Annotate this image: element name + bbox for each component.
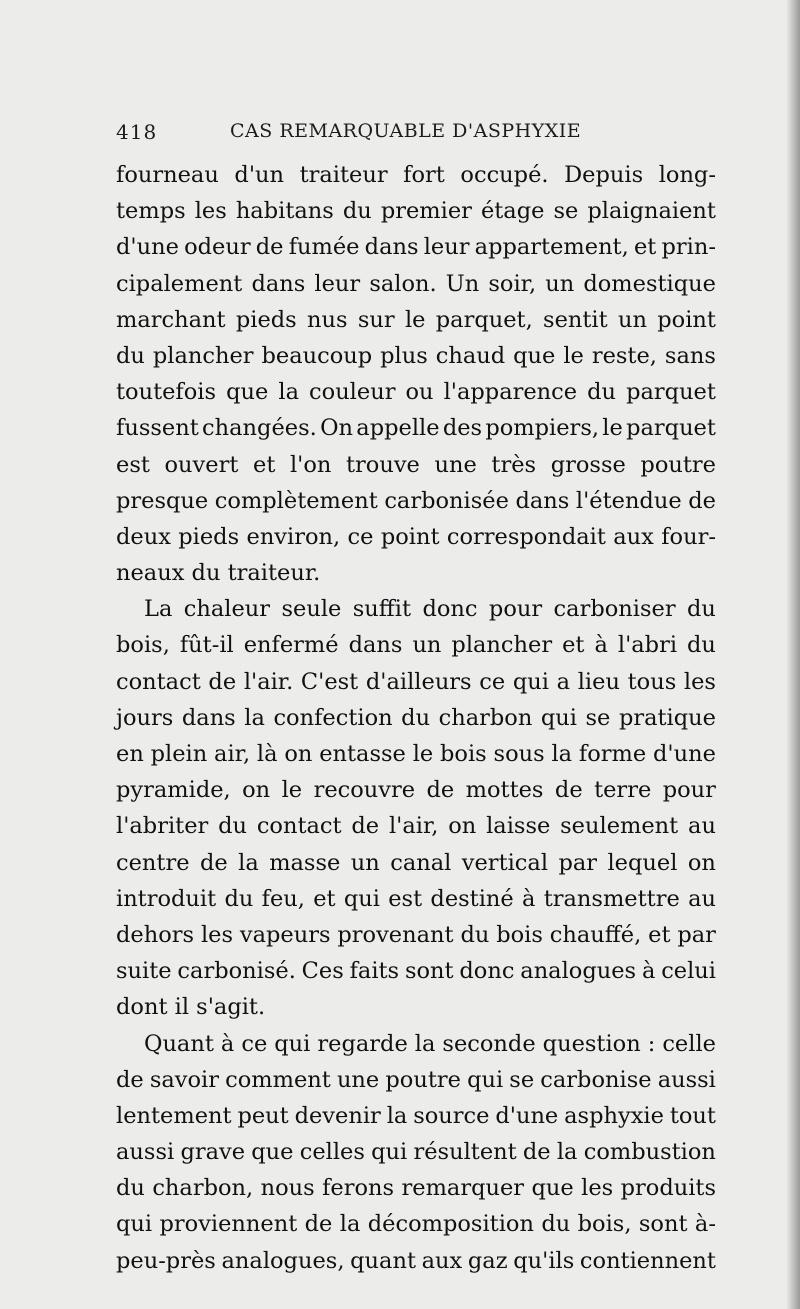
text-line: qui proviennent de la décomposition du bois, sont à-	[116, 1211, 716, 1238]
text-line: cipalement dans leur salon. Un soir, un domestique	[116, 270, 716, 297]
running-head	[116, 118, 716, 148]
text-line: La chaleur seule suffit donc pour carboniser du	[144, 596, 716, 623]
text-line: marchant pieds nus sur le parquet, sentit un point	[116, 306, 716, 333]
running-head-title: CAS REMARQUABLE D'ASPHYXIE	[230, 120, 582, 142]
text-line: du charbon, nous ferons remarquer que les produits	[116, 1175, 716, 1202]
text-line: bois, fût-il enfermé dans un plancher et à l'abri du	[116, 632, 716, 659]
text-line: centre de la masse un canal vertical par lequel on	[116, 849, 716, 876]
text-line: de savoir comment une poutre qui se carbonise aussi	[116, 1066, 716, 1093]
text-line: suite carbonisé. Ces faits sont donc analogues à celui	[116, 958, 716, 985]
text-line: toutefois que la couleur ou l'apparence du parquet	[116, 379, 716, 406]
text-line: dehors les vapeurs provenant du bois chauffé, et par	[116, 921, 716, 948]
page-number: 418	[116, 120, 158, 144]
text-line: presque complètement carbonisée dans l'étendue de	[116, 487, 716, 514]
text-line: pyramide, on le recouvre de mottes de terre pour	[116, 777, 716, 804]
body-text	[116, 157, 716, 1279]
text-line: neaux du traiteur.	[116, 560, 321, 587]
text-line: Quant à ce qui regarde la seconde question : celle	[144, 1030, 716, 1057]
text-line: dont il s'agit.	[116, 994, 266, 1021]
text-line: introduit du feu, et qui est destiné à transmettre au	[116, 885, 716, 912]
text-line: contact de l'air. C'est d'ailleurs ce qui a lieu tous les	[116, 668, 716, 695]
text-line: jours dans la confection du charbon qui se pratique	[116, 704, 716, 731]
text-line: fourneau d'un traiteur fort occupé. Depuis long-	[116, 162, 716, 188]
page-spine-shadow	[786, 0, 800, 1309]
text-line: en plein air, là on entasse le bois sous la forme d'une	[116, 741, 716, 767]
text-line: est ouvert et l'on trouve une très grosse poutre	[116, 451, 716, 478]
text-line: temps les habitans du premier étage se plaignaient	[116, 198, 716, 225]
text-line: aussi grave que celles qui résultent de la combustion	[116, 1139, 716, 1166]
text-line: lentement peut devenir la source d'une asphyxie tout	[116, 1102, 716, 1129]
text-line: d'une odeur de fumée dans leur appartement, et prin-	[116, 234, 716, 261]
text-line: deux pieds environ, ce point correspondait aux four-	[116, 523, 716, 550]
text-line: l'abriter du contact de l'air, on laisse seulement au	[116, 813, 716, 840]
text-line: du plancher beaucoup plus chaud que le reste, sans	[116, 342, 716, 369]
text-line: peu-près analogues, quant aux gaz qu'ils contiennent	[116, 1247, 716, 1274]
text-line: fussent changées. On appelle des pompiers, le parquet	[116, 415, 716, 442]
